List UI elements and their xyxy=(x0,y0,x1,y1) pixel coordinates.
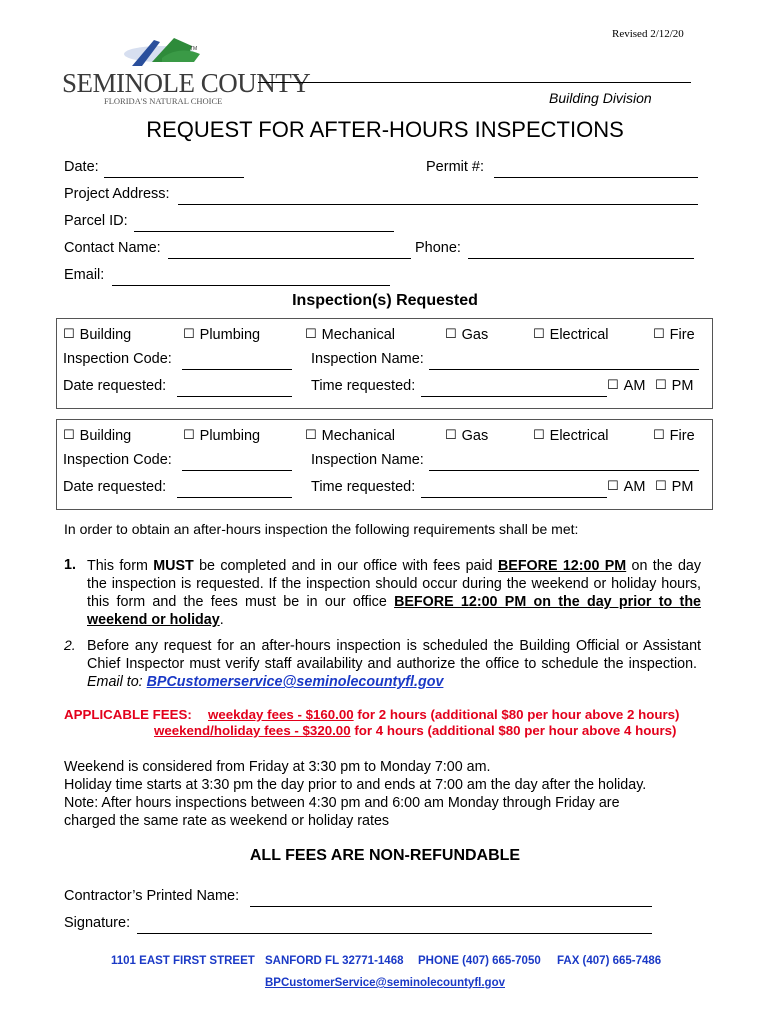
checkbox-fire[interactable]: ☐ Fire xyxy=(653,428,695,444)
weekend-fees: weekend/holiday fees - $320.00 for 4 hours (additional $80 per hour above 4 hours) xyxy=(154,723,677,738)
logo-text: SEMINOLE COUNTY xyxy=(62,68,311,98)
checkbox-icon: ☐ xyxy=(655,378,667,393)
checkbox-icon: ☐ xyxy=(607,479,619,494)
time-requested-field[interactable] xyxy=(421,396,607,397)
checkbox-icon: ☐ xyxy=(183,327,195,342)
email-field[interactable] xyxy=(112,285,390,286)
checkbox-icon: ☐ xyxy=(305,327,317,342)
inspection-name-label: Inspection Name: xyxy=(311,351,424,367)
inspection-name-field[interactable] xyxy=(429,369,699,370)
county-logo xyxy=(62,34,311,110)
inspections-heading: Inspection(s) Requested xyxy=(292,292,478,309)
requirements-intro: In order to obtain an after-hours inspection the following requirements shall be met: xyxy=(64,521,579,537)
inspection-box-2 xyxy=(56,419,713,510)
checkbox-building[interactable]: ☐ Building xyxy=(63,327,132,343)
inspection-code-field[interactable] xyxy=(182,470,292,471)
logo-tagline: FLORIDA'S NATURAL CHOICE xyxy=(104,96,223,106)
permit-label: Permit #: xyxy=(426,159,485,175)
checkbox-pm[interactable]: ☐ PM xyxy=(655,378,694,394)
requirement-2-number: 2. xyxy=(64,637,76,653)
date-requested-field[interactable] xyxy=(177,497,292,498)
revised-date: Revised 2/12/20 xyxy=(612,28,684,40)
requirement-1-number: 1. xyxy=(64,557,76,573)
inspection-name-label: Inspection Name: xyxy=(311,452,424,468)
checkbox-icon: ☐ xyxy=(653,327,665,342)
checkbox-icon: ☐ xyxy=(63,327,75,342)
contact-label: Contact Name: xyxy=(64,240,161,256)
date-requested-field[interactable] xyxy=(177,396,292,397)
checkbox-am[interactable]: ☐ AM xyxy=(607,479,646,495)
footer-email-link[interactable]: BPCustomerService@seminolecountyfl.gov xyxy=(264,977,505,989)
inspection-code-field[interactable] xyxy=(182,369,292,370)
non-refundable-notice: ALL FEES ARE NON-REFUNDABLE xyxy=(249,847,521,864)
footer-address: 1101 EAST FIRST STREET xyxy=(111,955,255,967)
contact-field[interactable] xyxy=(168,258,411,259)
division-name: Building Division xyxy=(549,90,652,106)
address-field[interactable] xyxy=(178,204,698,205)
checkbox-mechanical[interactable]: ☐ Mechanical xyxy=(305,428,395,444)
inspection-box-1 xyxy=(56,318,713,409)
address-label: Project Address: xyxy=(64,186,170,202)
checkbox-gas[interactable]: ☐ Gas xyxy=(445,327,489,343)
checkbox-icon: ☐ xyxy=(63,428,75,443)
checkbox-icon: ☐ xyxy=(445,327,457,342)
date-requested-label: Date requested: xyxy=(63,479,167,495)
phone-label: Phone: xyxy=(415,240,461,256)
email-label: Email: xyxy=(64,267,105,283)
svg-text:TM: TM xyxy=(190,46,198,52)
checkbox-gas[interactable]: ☐ Gas xyxy=(445,428,489,444)
inspection-code-label: Inspection Code: xyxy=(63,351,172,367)
checkbox-icon: ☐ xyxy=(607,378,619,393)
printed-name-field[interactable] xyxy=(250,906,652,907)
parcel-label: Parcel ID: xyxy=(64,213,128,229)
checkbox-icon: ☐ xyxy=(445,428,457,443)
inspection-code-label: Inspection Code: xyxy=(63,452,172,468)
checkbox-icon: ☐ xyxy=(655,479,667,494)
footer-phone: PHONE (407) 665-7050 xyxy=(418,955,541,967)
checkbox-icon: ☐ xyxy=(653,428,665,443)
printed-name-label: Contractor’s Printed Name: xyxy=(64,888,240,904)
permit-field[interactable] xyxy=(494,177,698,178)
checkbox-icon: ☐ xyxy=(305,428,317,443)
hours-notes: Weekend is considered from Friday at 3:30 pm to Monday 7:00 am. Holiday time starts at 3:30 pm the day prior to and ends at 7:00 am the day after the holiday. Note: After hours inspections between 4:30 pm and 6:00 am Monday through Friday are charged the same rate as weekend or holiday rates xyxy=(64,759,647,829)
page-title: REQUEST FOR AFTER-HOURS INSPECTIONS xyxy=(146,117,624,142)
time-requested-label: Time requested: xyxy=(311,378,416,394)
checkbox-electrical[interactable]: ☐ Electrical xyxy=(533,327,609,343)
footer-fax: FAX (407) 665-7486 xyxy=(557,955,662,967)
email-link[interactable]: BPCustomerservice@seminolecountyfl.gov xyxy=(146,674,444,690)
checkbox-plumbing[interactable]: ☐ Plumbing xyxy=(183,428,261,444)
checkbox-electrical[interactable]: ☐ Electrical xyxy=(533,428,609,444)
fees-label: APPLICABLE FEES: xyxy=(64,707,192,722)
signature-field[interactable] xyxy=(137,933,652,934)
signature-label: Signature: xyxy=(64,915,131,931)
weekday-fees: weekday fees - $160.00 for 2 hours (additional $80 per hour above 2 hours) xyxy=(208,707,680,722)
header-rule xyxy=(258,82,691,83)
checkbox-fire[interactable]: ☐ Fire xyxy=(653,327,695,343)
checkbox-am[interactable]: ☐ AM xyxy=(607,378,646,394)
checkbox-icon: ☐ xyxy=(533,428,545,443)
date-label: Date: xyxy=(64,159,99,175)
checkbox-plumbing[interactable]: ☐ Plumbing xyxy=(183,327,261,343)
checkbox-icon: ☐ xyxy=(533,327,545,342)
checkbox-building[interactable]: ☐ Building xyxy=(63,428,132,444)
date-field[interactable] xyxy=(104,177,244,178)
time-requested-field[interactable] xyxy=(421,497,607,498)
checkbox-icon: ☐ xyxy=(183,428,195,443)
time-requested-label: Time requested: xyxy=(311,479,416,495)
inspection-name-field[interactable] xyxy=(429,470,699,471)
checkbox-mechanical[interactable]: ☐ Mechanical xyxy=(305,327,395,343)
requirement-2: Before any request for an after-hours inspection is scheduled the Building Official or Assistant Chief Inspector must verify staff availability and authorize the office to schedule the inspection. Email to: BPCustomerservice@seminolecountyfl.gov xyxy=(87,638,701,690)
footer-email-wrap xyxy=(0,977,770,989)
parcel-field[interactable] xyxy=(134,231,394,232)
phone-field[interactable] xyxy=(468,258,694,259)
footer-city: SANFORD FL 32771-1468 xyxy=(265,955,404,967)
date-requested-label: Date requested: xyxy=(63,378,167,394)
checkbox-pm[interactable]: ☐ PM xyxy=(655,479,694,495)
requirement-1: This form MUST be completed and in our office with fees paid BEFORE 12:00 PM on the day the inspection is requested. If the inspection should occur during the weekend or holiday hours, this form and the fees must be in our office BEFORE 12:00 PM on the day prior to the weekend or holiday. xyxy=(87,558,702,628)
